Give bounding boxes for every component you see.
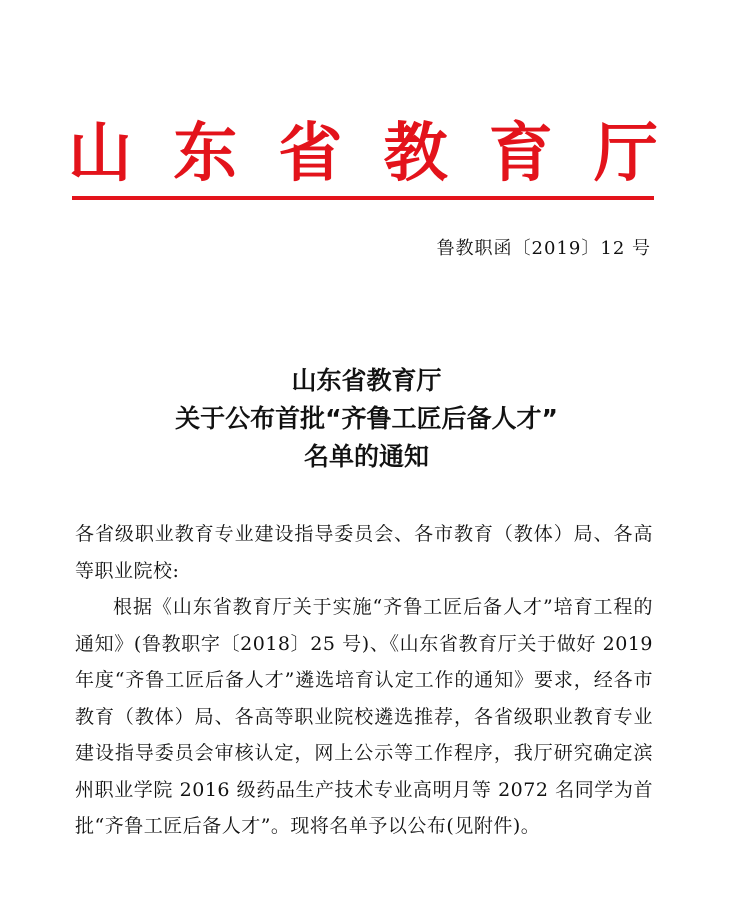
document-body (75, 516, 653, 845)
document-number: 鲁教职函〔2019〕12 号 (436, 238, 651, 259)
masthead-char: 厅 (593, 116, 658, 191)
title-line-2: 关于公布首批“齐鲁工匠后备人才” (175, 404, 558, 433)
masthead-char: 省 (278, 116, 343, 191)
masthead-title (68, 118, 658, 190)
masthead-char: 东 (173, 116, 238, 191)
masthead-red-rule (72, 196, 654, 200)
body-paragraph: 根据《山东省教育厅关于实施“齐鲁工匠后备人才”培育工程的通知》(鲁教职字〔2018〕25 号)、《山东省教育厅关于做好 2019 年度“齐鲁工匠后备人才”遴选培育认定工作的通知》要求，经各市教育（教体）局、各高等职业院校遴选推荐，各省级职业教育专业建设指导委员会审核认定，网上公示等工作程序，我厅研究确定滨州职业学院 2016 级药品生产技术专业高明月等 2072 名同学为首批“齐鲁工匠后备人才”。现将名单予以公布(见附件)。 (75, 596, 653, 837)
salutation: 各省级职业教育专业建设指导委员会、各市教育（教体）局、各高等职业院校: (75, 523, 653, 582)
masthead-char: 育 (488, 116, 553, 191)
title-line-1: 山东省教育厅 (291, 366, 442, 395)
masthead-char: 山 (68, 116, 132, 191)
masthead-char: 教 (383, 116, 448, 191)
document-title (0, 362, 733, 476)
title-line-3: 名单的通知 (303, 442, 429, 471)
